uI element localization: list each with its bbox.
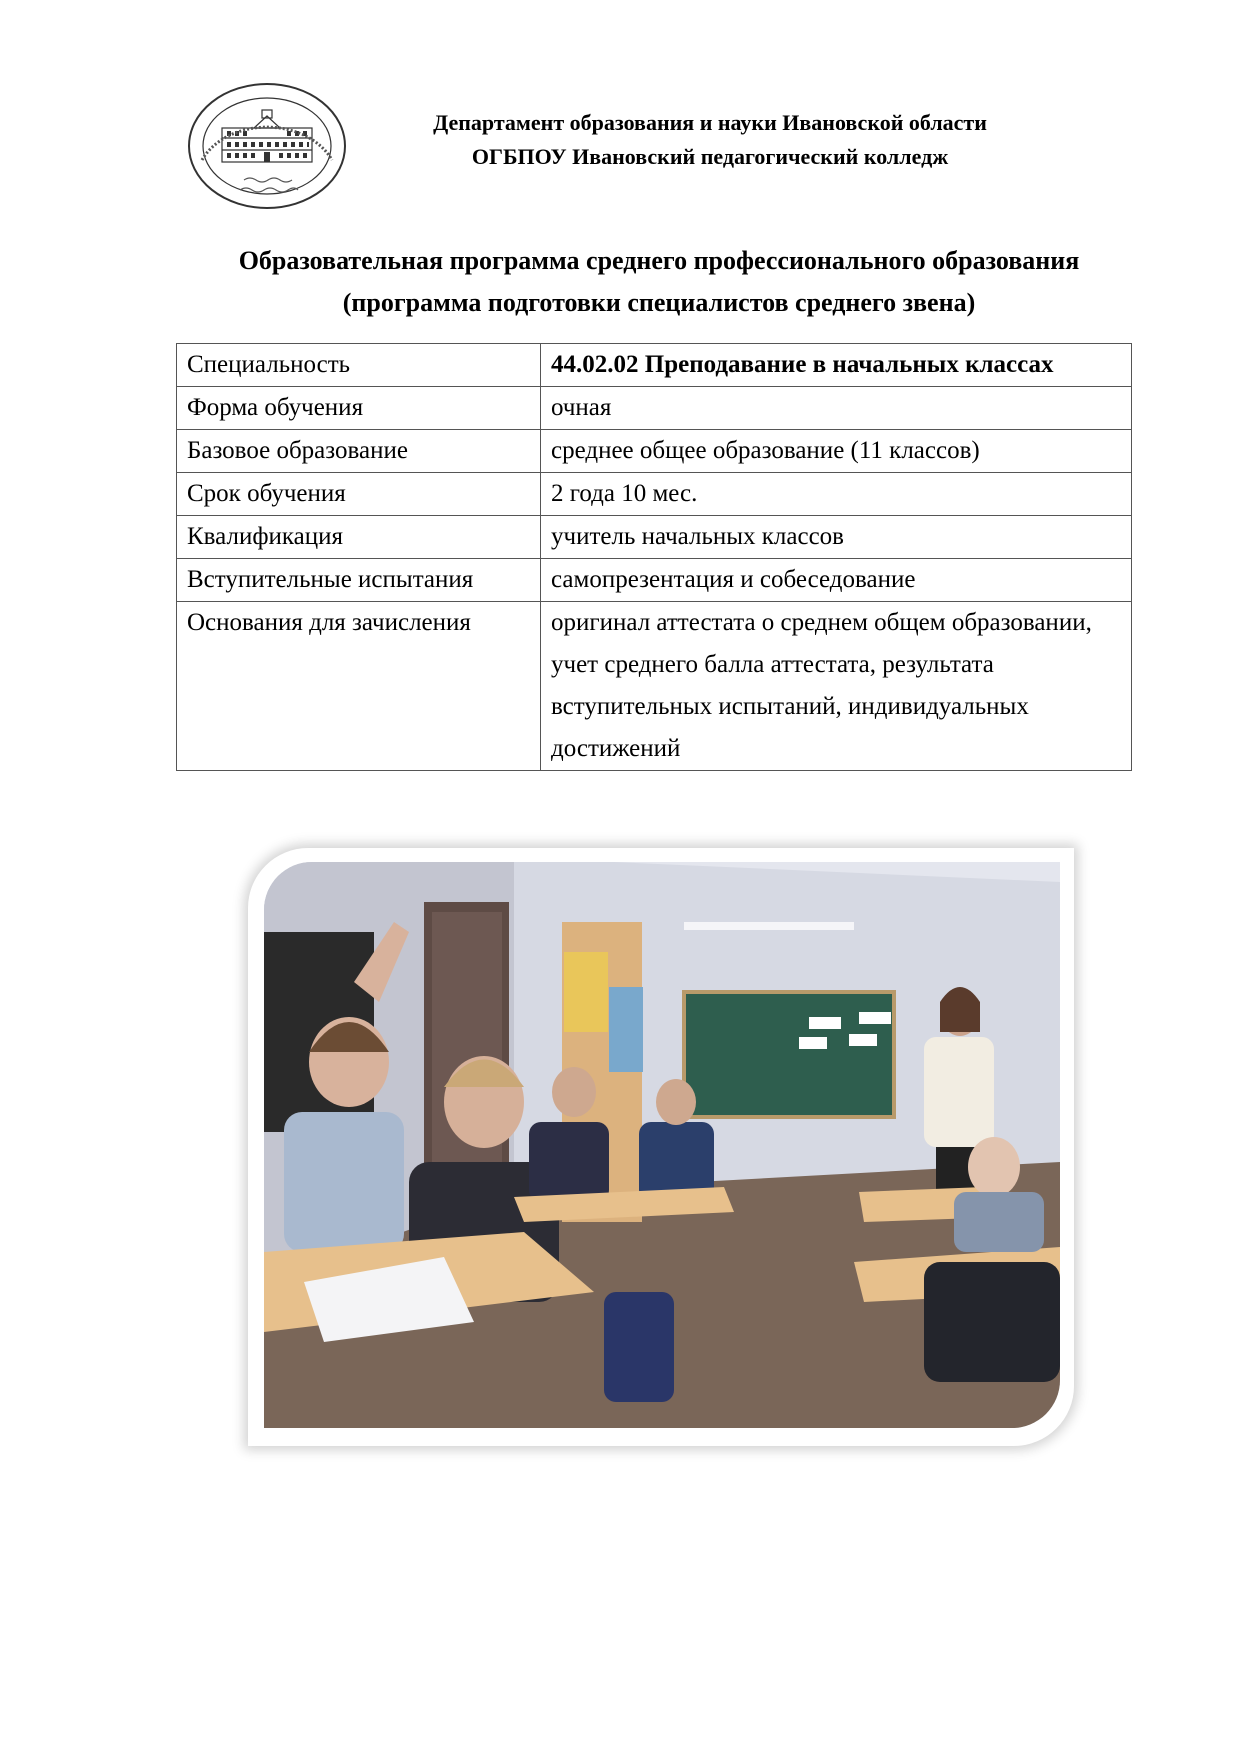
header-block	[370, 106, 1050, 174]
row-label: Форма обучения	[177, 387, 541, 430]
row-value: 44.02.02 Преподавание в начальных классах	[541, 344, 1132, 387]
row-value: самопрезентация и собеседование	[541, 559, 1132, 602]
row-value: 2 года 10 мес.	[541, 473, 1132, 516]
row-label: Базовое образование	[177, 430, 541, 473]
row-label: Основания для зачисления	[177, 602, 541, 771]
program-info-table	[176, 343, 1132, 771]
table-row	[177, 344, 1132, 387]
row-label: Квалификация	[177, 516, 541, 559]
row-label: Вступительные испытания	[177, 559, 541, 602]
row-label: Специальность	[177, 344, 541, 387]
row-value: среднее общее образование (11 классов)	[541, 430, 1132, 473]
row-label: Срок обучения	[177, 473, 541, 516]
row-value: оригинал аттестата о среднем общем образовании, учет среднего балла аттестата, результата вступительных испытаний, индивидуальных достижений	[541, 602, 1132, 771]
document-title	[176, 240, 1142, 324]
college-name: ОГБПОУ Ивановский педагогический колледж	[471, 144, 949, 169]
department-name: Департамент образования и науки Ивановской области	[433, 110, 987, 135]
table-row	[177, 559, 1132, 602]
table-row	[177, 473, 1132, 516]
row-value: очная	[541, 387, 1132, 430]
row-value: учитель начальных классов	[541, 516, 1132, 559]
table-row	[177, 430, 1132, 473]
title-line-1: Образовательная программа среднего профессионального образования	[238, 246, 1080, 275]
title-line-2: (программа подготовки специалистов среднего звена)	[342, 288, 976, 317]
classroom-photo	[264, 862, 1060, 1428]
college-logo	[182, 80, 352, 218]
table-row	[177, 602, 1132, 771]
table-row	[177, 387, 1132, 430]
table-row	[177, 516, 1132, 559]
